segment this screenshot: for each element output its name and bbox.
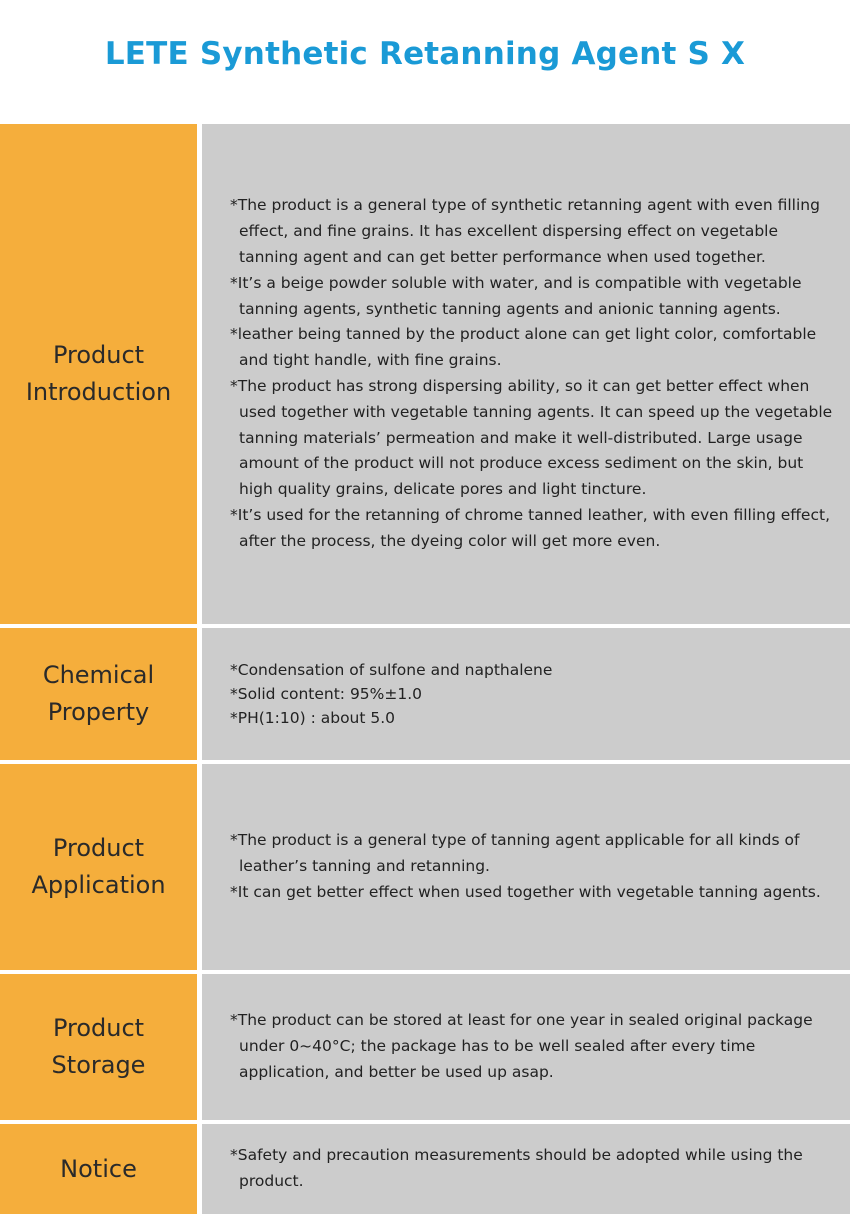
list-item: *Safety and precaution measurements should be adopted while using the product. — [230, 1146, 803, 1190]
section-notice — [0, 1124, 850, 1214]
section-label: Chemical Property — [0, 628, 197, 760]
section-label: Product Storage — [0, 974, 197, 1120]
section-label: Product Introduction — [0, 124, 197, 624]
section-product-introduction — [0, 124, 850, 624]
spec-table — [0, 124, 850, 1214]
section-label: Notice — [0, 1124, 197, 1214]
section-content — [202, 974, 850, 1120]
section-content — [202, 764, 850, 970]
page-title: LETE Synthetic Retanning Agent S X — [104, 36, 746, 72]
list-item: *The product is a general type of tanning agent applicable for all kinds of leather’s tanning and retanning. — [230, 831, 800, 876]
list-item: *Condensation of sulfone and napthalene — [230, 661, 553, 679]
list-item: *The product is a general type of synthetic retanning agent with even filling effect, and fine grains. It has excellent dispersing effect on vegetable tanning agent and can get better performance when used together. — [230, 196, 820, 267]
list-item: *It’s used for the retanning of chrome tanned leather, with even filling effect, after the process, the dyeing color will get more even. — [230, 505, 830, 550]
list-item: *leather being tanned by the product alone can get light color, comfortable and tight handle, with fine grains. — [230, 325, 817, 370]
section-product-application — [0, 764, 850, 970]
section-product-storage — [0, 974, 850, 1120]
section-label: Product Application — [0, 764, 197, 970]
section-chemical-property — [0, 628, 850, 760]
list-item: *The product has strong dispersing ability, so it can get better effect when used together with vegetable tanning agents. It can speed up the vegetable tanning materials’ permeation and make it well-distributed. Large usage amount of the product will not produce excess sediment on the skin, but high quality grains, delicate pores and light tincture. — [230, 377, 833, 499]
list-item: *It can get better effect when used together with vegetable tanning agents. — [230, 882, 821, 901]
section-content — [202, 628, 850, 760]
list-item: *It’s a beige powder soluble with water, and is compatible with vegetable tanning agents, synthetic tanning agents and anionic tanning agents. — [230, 273, 802, 318]
list-item: *PH(1:10) : about 5.0 — [230, 709, 396, 727]
section-content — [202, 1124, 850, 1214]
list-item: *The product can be stored at least for one year in sealed original package under 0~40°C; the package has to be well sealed after every time application, and better be used up asap. — [230, 1011, 813, 1081]
list-item: *Solid content: 95%±1.0 — [230, 685, 423, 703]
section-content — [202, 124, 850, 624]
